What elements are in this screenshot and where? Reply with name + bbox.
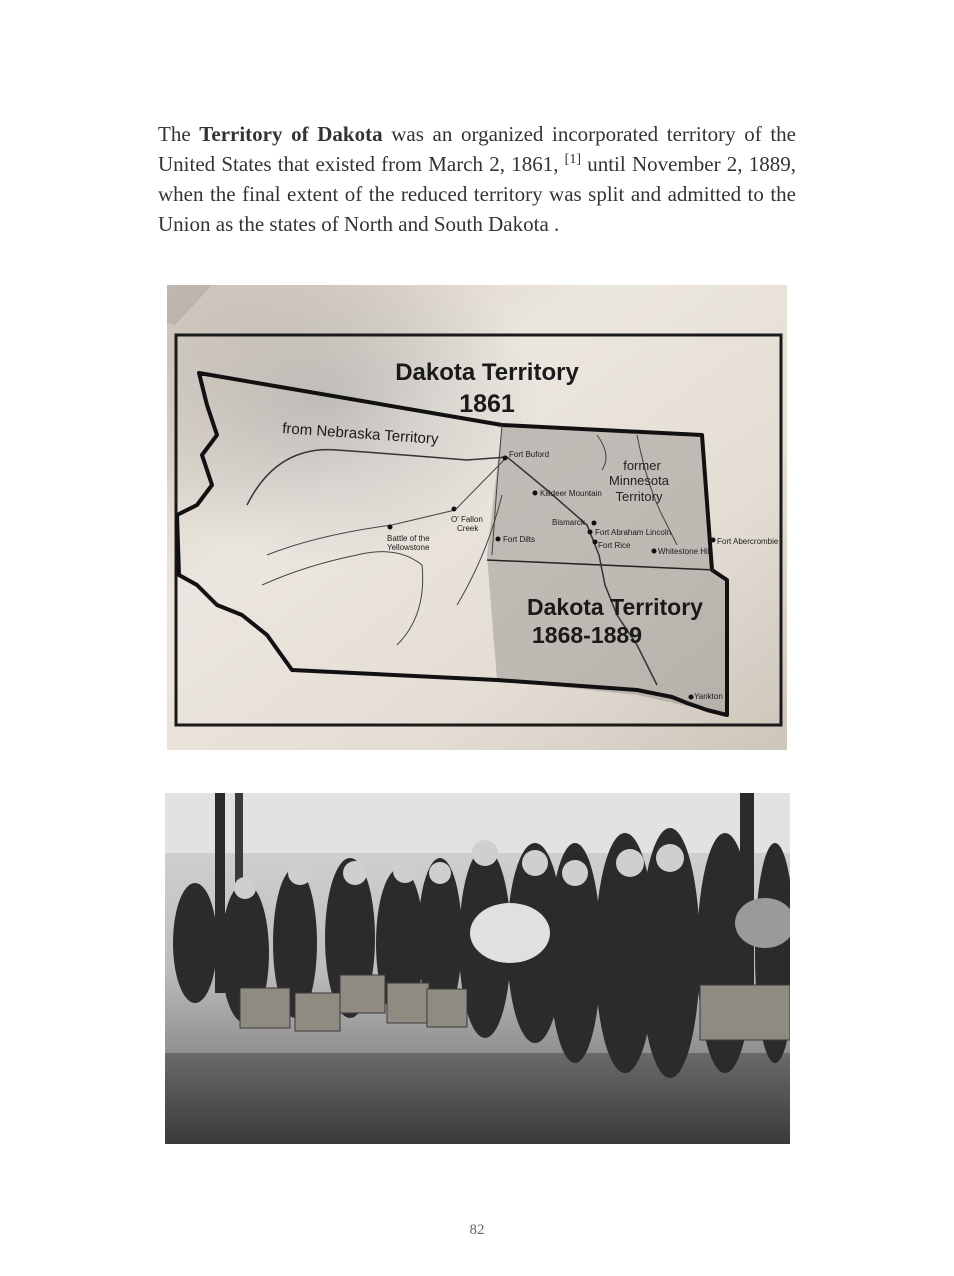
paragraph-text-1: was an organized incorporated territory of the United States that existed from March 2, 1861,	[158, 122, 796, 176]
place-whitestone-hill: Whitestone Hill	[658, 547, 712, 556]
region-label-former: former	[623, 458, 661, 473]
footnote-ref[interactable]: [1]	[564, 152, 581, 167]
place-dot	[689, 695, 694, 700]
immigrants-photo	[165, 793, 790, 1144]
place-ofallon-line2: Creek	[457, 524, 479, 533]
place-dot	[388, 525, 393, 530]
place-fort-rice: Fort Rice	[598, 541, 631, 550]
place-dot	[588, 530, 593, 535]
place-dot	[592, 521, 597, 526]
place-fort-dilts: Fort Dilts	[503, 535, 535, 544]
region-label-minnesota: Minnesota	[609, 473, 669, 488]
paragraph-lead: The	[158, 122, 200, 146]
paragraph-text-2: until November 2, 1889, when the final extent of the reduced territory was split and admitted to the Union as the states of North and South Dakota .	[158, 152, 797, 236]
place-yellowstone-line2: Yellowstone	[387, 543, 430, 552]
place-ofallon-line1: O' Fallon	[451, 515, 483, 524]
map-title-line2: 1861	[459, 390, 515, 418]
body-paragraph	[158, 119, 796, 239]
place-fort-abraham-lincoln: Fort Abraham Lincoln	[595, 528, 672, 537]
place-dot	[533, 491, 538, 496]
place-dot	[503, 456, 508, 461]
place-killdeer-mountain: Killdeer Mountain	[540, 489, 602, 498]
place-dot	[496, 537, 501, 542]
place-dot	[452, 507, 457, 512]
place-fort-abercrombie: Fort Abercrombie	[717, 537, 779, 546]
place-dot	[711, 538, 716, 543]
region-label-territory: Territory	[615, 489, 663, 504]
place-yankton: Yankton	[694, 692, 723, 701]
place-bismarck: Bismarck	[552, 518, 585, 527]
map-title-line1: Dakota Territory	[395, 359, 579, 386]
map-lower-title-line2: 1868-1889	[532, 622, 642, 648]
term-territory-of-dakota: Territory of Dakota	[199, 122, 383, 146]
place-dot	[652, 549, 657, 554]
place-dot	[593, 540, 598, 545]
map-subtitle: from Nebraska Territory	[281, 420, 439, 448]
place-fort-buford: Fort Buford	[509, 450, 550, 459]
dakota-territory-map-photo	[167, 285, 787, 750]
map-lower-title-line1: Dakota Territory	[527, 594, 703, 620]
page-number: 82	[469, 1222, 485, 1238]
place-yellowstone-line1: Battle of the	[387, 534, 430, 543]
